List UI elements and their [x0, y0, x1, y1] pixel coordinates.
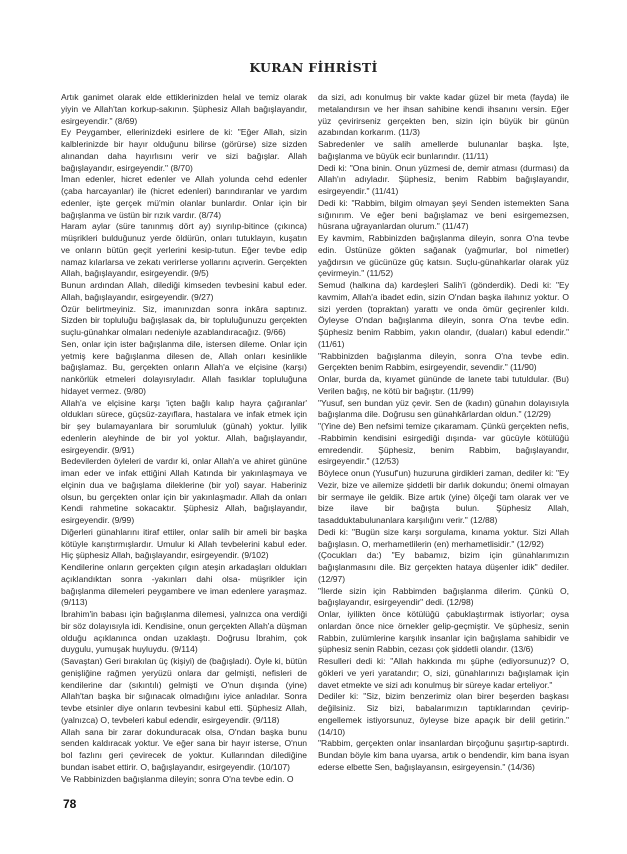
verse-paragraph: "Rabbim, gerçekten onlar insanlardan birçoğunu şaşırtıp-saptırdı. Bundan böyle kim bana uyarsa, artık o bendendir, kim bana isyan ederse elbette Sen, bağışlayansın, esirgeyensin." (14/36) [318, 738, 569, 772]
verse-paragraph: (Çocukları da:) "Ey babamız, bizim için günahlarımızın bağışlanmasını dile. Biz gerçekten hataya düşenler idik" dediler. (12/97) [318, 550, 569, 584]
verse-paragraph: Ey Peygamber, ellerinizdeki esirlere de ki: "Eğer Allah, sizin kalblerinizde bir hayır olduğunu bilirse (görürse) size sizden alınandan daha hayırlısını verir ve sizi bağışlar. Allah bağışlayandır, esirgeyendir." (8/70) [61, 127, 307, 173]
verse-paragraph: Böylece onun (Yusuf'un) huzuruna girdikleri zaman, dediler ki: "Ey Vezir, bize ve ailemize şiddetli bir darlık dokundu; önemi olmayan bir sermaye ile geldik. Bize artık (yine) ölçeği tam olarak ver ve bize ilave bir bağışta bulun. Şüphesiz Allah, tasadduktabulunanlara karşılığını verir." (12/88) [318, 468, 569, 525]
verse-paragraph: "İlerde sizin için Rabbimden bağışlanma dilerim. Çünkü O, bağışlayandır, esirgeyendir" dedi. (12/98) [318, 585, 569, 608]
verse-paragraph: İbrahim'in babası için bağışlanma dilemesi, yalnızca ona verdiği bir söz dolayısıyla idi. Kendisine, onun gerçekten Allah'a düşman olduğu açıklanınca ondan uzaklaştı. Doğrusu İbrahim, çok duygulu, yumuşak huyluydu. (9/114) [61, 609, 307, 655]
verse-paragraph: "(Yine de) Ben nefsimi temize çıkaramam. Çünkü gerçekten nefis, -Rabbimin kendisini esirgediği dışında- var gücüyle kötülüğü emredendir. Şüphesiz, benim Rabbim, bağışlayandır, esirgeyendir." (12/53) [318, 421, 569, 467]
verse-paragraph: Semud (halkına da) kardeşleri Salih'i (gönderdik). Dedi ki: "Ey kavmim, Allah'a ibadet edin, sizin O'ndan başka ilahınız yoktur. O sizi yerden (topraktan) yarattı ve onda ömür geçirenler kıldı. Öyleyse O'ndan bağışlanma dileyin, sonra O'na tevbe edin. Şüphesiz benim Rabbim, yakın olandır, (duaları) kabul edendir." (11/61) [318, 280, 569, 349]
verse-paragraph: "Yusuf, sen bundan yüz çevir. Sen de (kadın) günahın dolayısıyla bağışlanma dile. Doğrusu sen günahkârlardan oldun." (12/29) [318, 397, 569, 420]
verse-paragraph: (Savaştan) Geri bırakılan üç (kişiyi) de (bağışladı). Öyle ki, bütün genişliğine rağmen yeryüzü onlara dar gelmişti, nefisleri de kendilerine dar (sıkıntılı) gelmişti ve O'nun dışında (yine) Allah'tan başka bir sığınacak olmadığını iyice anladılar. Sonra tevbe etsinler diye onların tevbesini kabul etti. Şüphesiz Allah, (yalnızca) O, tevbeleri kabul edendir, esirgeyendir. (9/118) [61, 656, 307, 725]
verse-paragraph: Haram aylar (süre tanınmış dört ay) sıyrılıp-bitince (çıkınca) müşrikleri bulduğunuz yerde öldürün, onları tutuklayın, kuşatın ve onların bütün geçit yerlerini kesip-tutun. Eğer tevbe edip namaz kılarlarsa ve zekatı verirlerse yollarını açıverin. Gerçekten Allah, bağışlayandır, esirgeyendir. (9/5) [61, 221, 307, 279]
page-number: 78 [63, 797, 77, 811]
verse-paragraph: Özür belirtmeyiniz. Siz, imanınızdan sonra inkâra saptınız. Sizden bir topluluğu bağışlasak da, bir topluluğunuzu gerçekten suçlu-günahkar olmaları nedeniyle azablandıracağız. (9/66) [61, 303, 307, 337]
verse-paragraph: Artık ganimet olarak elde ettiklerinizden helal ve temiz olarak yiyin ve Allah'tan korkup-sakının. Şüphesiz Allah bağışlayandır, esirgeyendir." (8/69) [61, 92, 307, 126]
verse-paragraph: Onlar, burda da, kıyamet gününde de lanete tabi tutuldular. (Bu) Verilen bağış, ne kötü bir bağıştır. (11/99) [318, 374, 569, 396]
verse-paragraph: Diğerleri günahlarını itiraf ettiler, onlar salih bir ameli bir başka kötüyle karıştırmışlardır. Umulur ki Allah tevbelerini kabul eder. Hiç şüphesiz Allah, bağışlayandır, esirgeyendir. (9/102) [61, 526, 307, 561]
verse-paragraph: Onlar, iyilikten önce kötülüğü çabuklaştırmak istiyorlar; oysa onlardan önce nice örnekler gelip-geçmiştir. Ve şüphesiz, senin Rabbin, zulümlerine karşılık insanlar için bağışlama sahibidir ve şüphesiz senin Rabbin, cezası çok şiddetli olandır. (13/6) [318, 609, 569, 655]
verse-paragraph: Dedi ki: "Ona binin. Onun yüzmesi de, demir atması (durması) da Allah'ın adıyladır. Şüphesiz, benim Rabbim bağışlayandır, esirgeyendir." (11/41) [318, 162, 569, 196]
verse-paragraph: Resulleri dedi ki: "Allah hakkında mı şüphe (ediyorsunuz)? O, gökleri ve yeri yaratandır; O, sizi, günahlarınızı bağışlamak için davet etmekte ve sizi adı konulmuş bir süreye kadar erteliyor." [318, 656, 569, 690]
verse-paragraph: Dedi ki: "Rabbim, bilgim olmayan şeyi Senden istemekten Sana sığınırım. Ve eğer beni bağışlamaz ve beni esirgemezsen, hüsrana uğrayanlardan olurum." (11/47) [318, 197, 569, 232]
verse-paragraph: Sabredenler ve salih amellerde bulunanlar başka. İşte, bağışlanma ve büyük ecir bunlarındır. (11/11) [318, 139, 569, 161]
verse-paragraph: Allah sana bir zarar dokunduracak olsa, O'ndan başka bunu senden kaldıracak yoktur. Ve eğer sana bir hayır isterse, O'nun bol fazlını geri çevirecek de yoktur. Kullarından dilediğine bundan isabet ettirir. O, bağışlayandır, esirgeyendir. (10/107) [61, 726, 307, 772]
verse-paragraph: Ey kavmim, Rabbinizden bağışlanma dileyin, sonra O'na tevbe edin. Üstünüze gökten sağanak (yağmurlar, bol nimetler) yağdırsın ve gücünüze güç katsın. Suçlu-günahkarlar olarak yüz çevirmeyin." (11/52) [318, 233, 569, 279]
verse-paragraph: Bunun ardından Allah, dilediği kimseden tevbesini kabul eder. Allah, bağışlayandır, esirgeyendir. (9/27) [61, 280, 307, 302]
right-column [318, 92, 569, 774]
verse-paragraph: "Rabbinizden bağışlanma dileyin, sonra O'na tevbe edin. Gerçekten benim Rabbim, esirgeyendir, sevendir." (11/90) [318, 350, 569, 373]
page-title: KURAN FİHRİSTİ [249, 60, 378, 75]
verse-paragraph: Kendilerine onların gerçekten çılgın ateşin arkadaşları oldukları açıklandıktan sonra -yakınları dahi olsa- müşrikler için bağışlanma dilemeleri peygambere ve iman edenlere yaraşmaz. (9/113) [61, 562, 307, 608]
verse-paragraph: Bedevilerden öyleleri de vardır ki, onlar Allah'a ve ahiret gününe iman eder ve infak ettiğini Allah Katında bir yakınlaşmaya ve elçinin dua ve bağışlama dileklerine (bir yol) sayar. Haberiniz olsun, bu gerçekten onlar için bir yakınlaşmadır. Allah da onları Kendi rahmetine sokacaktır. Şüphesiz Allah, bağışlayandır, esirgeyendir. (9/99) [61, 456, 307, 525]
verse-paragraph: Sen, onlar için ister bağışlanma dile, istersen dileme. Onlar için yetmiş kere bağışlanma dilesen de, Allah onları kesinlikle bağışlamaz. Bu, gerçekten onların Allah'a ve elçisine (karşı) nankörlük etmeleri dolayısıyladır. Allah fasıklar topluluğuna hidayet vermez. (9/80) [61, 338, 307, 396]
verse-paragraph: Allah'a ve elçisine karşı 'içten bağlı kalıp hayra çağıranlar' oldukları sürece, güçsüz-zayıflara, hastalara ve infak etmek için bir şey bulamayanlara bir sorumluluk (günah) yoktur. İyilik edenlerin aleyhinde de bir yol yoktur. Allah, bağışlayandır, esirgeyendir. (9/91) [61, 397, 307, 455]
verse-paragraph: da sizi, adı konulmuş bir vakte kadar güzel bir meta (fayda) ile metalandırsın ve her ihsan sahibine kendi ihsanını versin. Eğer yüz çevirirseniz gerçekten ben, sizin için büyük bir günün azabından korkarım. (11/3) [318, 92, 569, 138]
verse-paragraph: Ve Rabbinizden bağışlanma dileyin; sonra O'na tevbe edin. O [61, 773, 294, 784]
verse-paragraph: Dediler ki: "Siz, bizim benzerimiz olan birer beşerden başkası değilsiniz. Siz bizi, babalarımızın taptıklarından çevirip-engellemek istiyorsunuz, öyleyse bize apaçık bir delil getirin." (14/10) [318, 691, 569, 737]
left-column [61, 92, 307, 785]
verse-paragraph: Dedi ki: "Bugün size karşı sorgulama, kınama yoktur. Sizi Allah bağışlasın. O, merhametlilerin (en) merhametlisidir." (12/92) [318, 526, 569, 549]
verse-paragraph: İman edenler, hicret edenler ve Allah yolunda cehd edenler (çaba harcayanlar) ile (hicret edenleri) barındıranlar ve yardım edenler, işte gerçek mü'min olanlar bunlardır. Onlar için bir bağışlanma ve üstün bir rızık vardır. (8/74) [61, 174, 307, 220]
